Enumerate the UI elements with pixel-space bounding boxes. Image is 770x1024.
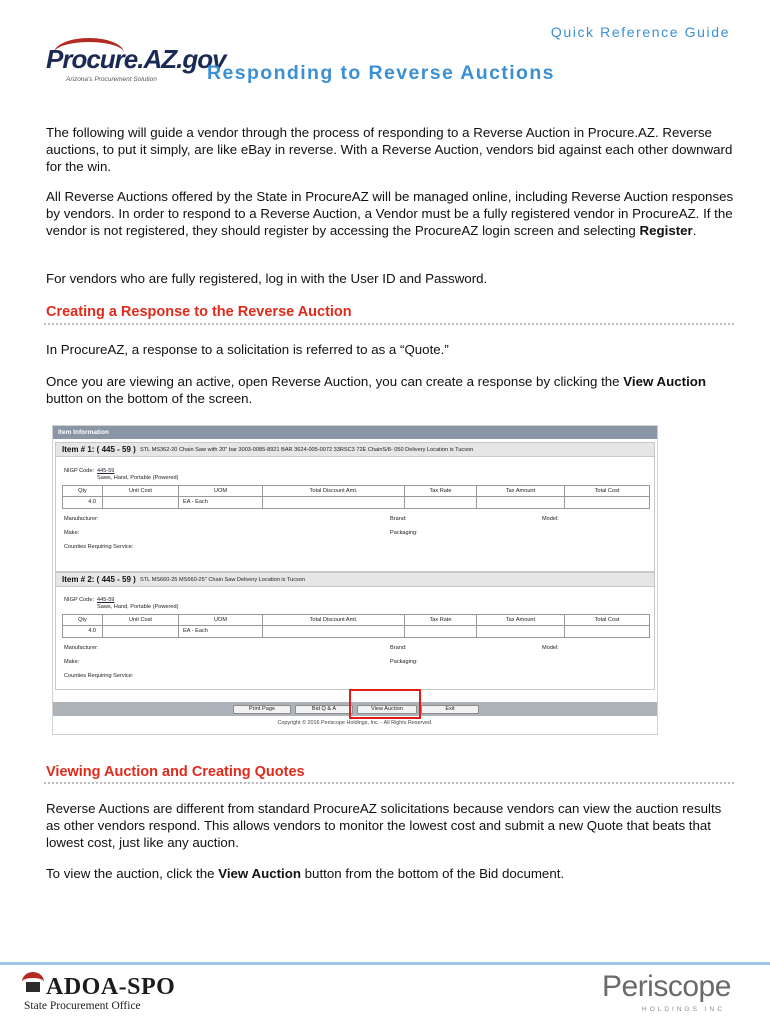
col-total-cost: Total Cost — [594, 617, 620, 623]
col-uom: UOM — [179, 486, 263, 497]
item-1-packaging: Packaging: — [390, 530, 418, 536]
item-1-qty: 4.0 — [63, 497, 103, 508]
item-1-box — [55, 442, 655, 572]
intro-paragraph-3: For vendors who are fully registered, log in with the User ID and Password. — [46, 271, 488, 286]
item-1-uom: EA - Each — [179, 497, 263, 508]
grid-data-row — [63, 497, 649, 508]
guide-label: Quick Reference Guide — [550, 24, 730, 40]
intro-p2-text: All Reverse Auctions offered by the State in ProcureAZ will be managed online, including Reverse Auction responses by vendors. In order to respond to a Reverse Auction, a Vendor must be a fully registered vendor in ProcureAZ. If the vendor is not registered, they should register by accessing the ProcureAZ login screen and selecting — [46, 189, 734, 238]
item-1-manufacturer: Manufacturer: — [64, 516, 99, 522]
item-2-description: STL MS660-25 MS660-25" Chain Saw Delivery Location is Tucson — [140, 577, 306, 583]
section-heading-creating-response: Creating a Response to the Reverse Auction — [46, 304, 352, 320]
grid-header-row — [63, 615, 649, 626]
item-information-screenshot — [52, 425, 658, 735]
item-2-nigp-description: Saws, Hand, Portable (Powered) — [97, 604, 179, 610]
col-qty: Qty — [63, 615, 103, 626]
col-tax-amount: Tax Amount — [477, 486, 565, 497]
section2-p2-end: button from the bottom of the Bid document. — [300, 866, 565, 881]
col-unit-cost: Unit Cost — [103, 615, 179, 626]
section2-p2-text: To view the auction, click the — [46, 866, 219, 881]
view-auction-button[interactable]: View Auction — [357, 705, 417, 714]
col-tax-rate: Tax Rate — [405, 615, 477, 626]
item-1-number: Item # 1: ( 445 - 59 ) — [62, 445, 136, 454]
screenshot-copyright: Copyright © 2016 Periscope Holdings, Inc. - All Rights Reserved. — [277, 720, 433, 726]
periscope-logo — [602, 970, 752, 1018]
intro-p2-end: . — [692, 223, 697, 238]
document-title: Responding to Reverse Auctions — [207, 62, 555, 84]
item-1-discount — [263, 497, 405, 508]
item-1-title-row — [56, 443, 654, 457]
intro-paragraph-1: The following will guide a vendor through the process of responding to a Reverse Auction in Procure.AZ. Reverse auctions, to put it simply, are like eBay in reverse. With a Reverse Auction, vendors bid against each other downward for the win. — [46, 125, 733, 174]
item-2-pricing-grid — [62, 614, 650, 638]
logo-text: Procure.AZ.gov — [46, 44, 226, 74]
item-2-make: Make: — [64, 659, 80, 665]
item-2-model: Model: — [542, 645, 559, 651]
item-1-nigp-code-link[interactable]: 445-59 — [97, 468, 115, 474]
col-qty: Qty — [63, 486, 103, 497]
col-uom: UOM — [179, 615, 263, 626]
view-auction-keyword: View Auction — [218, 866, 301, 881]
item-1-nigp-description: Saws, Hand, Portable (Powered) — [97, 475, 179, 481]
adoa-name: ADOA-SPO — [46, 974, 176, 1000]
item-1-make: Make: — [64, 530, 80, 536]
section-heading-viewing-auction: Viewing Auction and Creating Quotes — [46, 764, 305, 780]
item-2-tax-rate — [405, 626, 477, 637]
section1-p2-end: button on the bottom of the screen. — [46, 391, 253, 406]
intro-paragraph-2 — [46, 188, 736, 239]
section2-paragraph-2 — [46, 865, 736, 882]
adoa-spo-logo — [22, 972, 242, 1016]
logo-subtitle: Arizona's Procurement Solution — [66, 76, 157, 83]
item-2-manufacturer: Manufacturer: — [64, 645, 99, 651]
adoa-subtitle: State Procurement Office — [24, 1000, 141, 1012]
section-divider — [44, 782, 734, 784]
item-2-uom: EA - Each — [179, 626, 263, 637]
view-auction-highlight — [349, 689, 421, 719]
item-2-total-cost — [565, 626, 649, 637]
section1-p2-text: Once you are viewing an active, open Reverse Auction, you can create a response by clicking the — [46, 374, 624, 389]
item-2-nigp-label: NIGP Code: — [64, 597, 95, 603]
item-information-header: Item Information — [53, 426, 657, 439]
item-2-packaging: Packaging: — [390, 659, 418, 665]
bid-qa-button[interactable]: Bid Q & A — [295, 705, 353, 714]
register-keyword: Register — [639, 223, 693, 238]
item-2-tax-amount — [477, 626, 565, 637]
grid-data-row — [63, 626, 649, 637]
col-total-cost: Total Cost — [594, 488, 620, 494]
item-1-tax-amount — [477, 497, 565, 508]
item-2-title-row — [56, 573, 654, 587]
item-2-brand: Brand: — [390, 645, 407, 651]
section1-paragraph-2 — [46, 373, 736, 407]
col-tax-amount: Tax Amount — [477, 615, 565, 626]
col-total-discount: Total Discount Amt. — [263, 486, 405, 497]
item-1-total-cost — [565, 497, 649, 508]
item-1-model: Model: — [542, 516, 559, 522]
grid-header-row — [63, 486, 649, 497]
item-2-unit-cost — [103, 626, 179, 637]
section-divider — [44, 323, 734, 325]
procure-az-logo — [44, 36, 226, 90]
col-tax-rate: Tax Rate — [405, 486, 477, 497]
item-2-nigp-code-link[interactable]: 445-59 — [97, 597, 115, 603]
section1-paragraph-1: In ProcureAZ, a response to a solicitation is referred to as a “Quote.” — [46, 342, 449, 357]
periscope-subtitle: HOLDINGS INC — [642, 1006, 725, 1013]
item-1-description: STL MS362-20 Chain Saw with 20" bar 3003-0085-8921 BAR 3624-005-0072 33RSC3 72E ChainS/8- 050 Delivery Location is Tucson — [140, 447, 474, 453]
footer-rule — [0, 962, 770, 965]
section2-paragraph-1: Reverse Auctions are different from standard ProcureAZ solicitations because vendors can view the auction results as other vendors respond. This allows vendors to monitor the lowest cost and submit a new Quote that beats that lowest cost, just like any auction. — [46, 801, 722, 850]
item-2-box — [55, 572, 655, 690]
item-1-tax-rate — [405, 497, 477, 508]
item-1-pricing-grid — [62, 485, 650, 509]
view-auction-keyword: View Auction — [623, 374, 707, 389]
item-1-nigp-label: NIGP Code: — [64, 468, 95, 474]
exit-button[interactable]: Exit — [421, 705, 479, 714]
item-1-brand: Brand: — [390, 516, 407, 522]
col-unit-cost: Unit Cost — [103, 486, 179, 497]
periscope-name: Periscope — [602, 970, 731, 1003]
item-2-discount — [263, 626, 405, 637]
item-1-counties: Counties Requiring Service: — [64, 544, 134, 550]
item-2-qty: 4.0 — [63, 626, 103, 637]
item-2-counties: Counties Requiring Service: — [64, 673, 134, 679]
print-page-button[interactable]: Print Page — [233, 705, 291, 714]
item-2-number: Item # 2: ( 445 - 59 ) — [62, 575, 136, 584]
item-1-unit-cost — [103, 497, 179, 508]
arizona-mark-icon — [22, 972, 44, 992]
col-total-discount: Total Discount Amt. — [263, 615, 405, 626]
